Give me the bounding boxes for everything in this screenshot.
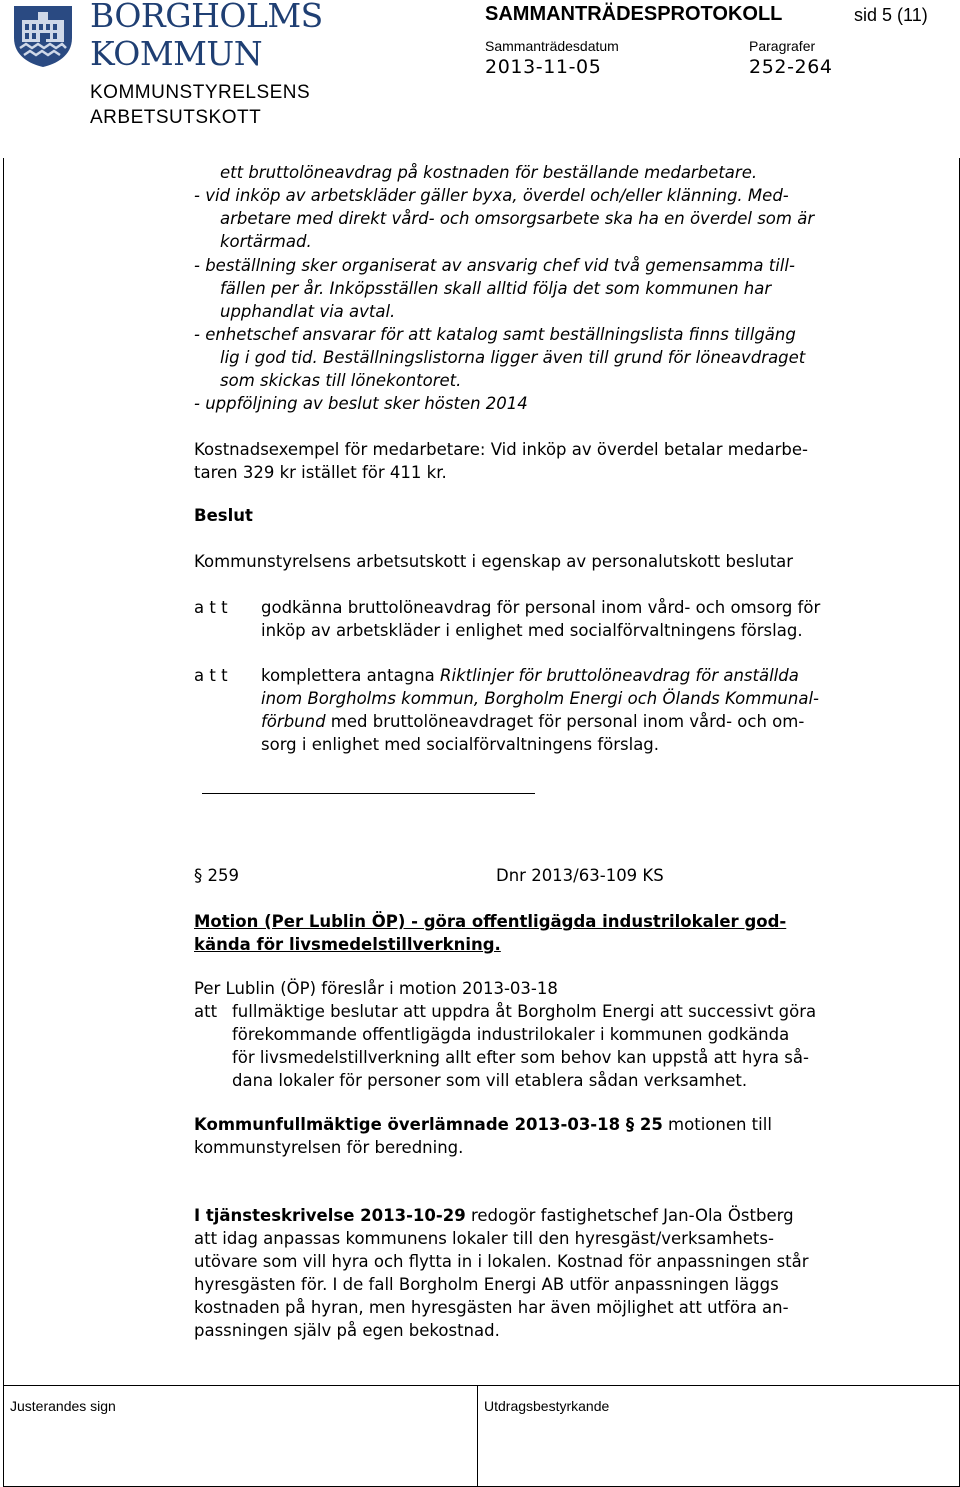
list-text-line: som skickas till lönekontoret.: [220, 371, 462, 390]
page-frame-left: [3, 158, 4, 1486]
motion-att-word: att: [194, 1002, 218, 1021]
motion-line: för livsmedelstillverkning allt efter som behov kan uppstå att hyra så-: [232, 1048, 809, 1067]
list-text-line: - enhetschef ansvarar för att katalog samt beställningslista finns tillgäng: [194, 325, 796, 344]
att2-guideline-title: Riktlinjer för bruttolöneavdrag för anställda: [440, 666, 799, 685]
att2-line3: [261, 710, 804, 734]
meeting-date-value: 2013-11-05: [485, 56, 602, 78]
kf-referral-line1: [194, 1113, 772, 1137]
att1-line: inköp av arbetskläder i enlighet med socialförvaltningens förslag.: [261, 621, 803, 640]
list-text-line: - beställning sker organiserat av ansvarig chef vid två gemensamma till-: [194, 256, 795, 275]
list-text-line: - vid inköp av arbetskläder gäller byxa, överdel och/eller klänning. Med-: [194, 186, 789, 205]
list-text-line: arbetare med direkt vård- och omsorgsarbete ska ha en överdel som är: [220, 209, 815, 228]
list-text-line: lig i god tid. Beställningslistorna ligger även till grund för löneavdraget: [220, 348, 806, 367]
memo-bold: I tjänsteskrivelse 2013-10-29: [194, 1206, 466, 1225]
footer-sign-label: Justerandes sign: [10, 1398, 116, 1414]
section-separator: [202, 793, 535, 794]
att2-line1: [261, 664, 799, 688]
motion-line: förekommande offentligägda industrilokaler i kommunen godkända: [232, 1025, 790, 1044]
memo-line: utövare som vill hyra och flytta in i lokalen. Kostnad för anpassningen står: [194, 1252, 809, 1271]
meeting-date-label: Sammanträdesdatum: [485, 38, 619, 54]
cost-example-line: Kostnadsexempel för medarbetare: Vid inköp av överdel betalar medarbe-: [194, 440, 808, 459]
att2-text: komplettera antagna: [261, 666, 441, 685]
motion-line: fullmäktige beslutar att uppdra åt Borgholm Energi att successivt göra: [232, 1002, 817, 1021]
kf-referral-bold: Kommunfullmäktige överlämnade 2013-03-18 § 25: [194, 1115, 663, 1134]
kf-referral-text: motionen till: [662, 1115, 772, 1134]
att-label: a t t: [194, 666, 228, 685]
list-text-line: ett bruttolöneavdrag på kostnaden för beställande medarbetare.: [220, 163, 758, 182]
org-name-line1: BORGHOLMS: [90, 0, 323, 35]
list-text-line: upphandlat via avtal.: [220, 302, 396, 321]
footer-divider: [3, 1385, 960, 1386]
att2-line2: inom Borgholms kommun, Borgholm Energi och Ölands Kommunal-: [261, 689, 819, 708]
memo-line1: [194, 1204, 794, 1228]
beslut-intro: Kommunstyrelsens arbetsutskott i egenskap av personalutskott beslutar: [194, 552, 794, 571]
memo-line: hyresgästen för. I de fall Borgholm Energi AB utför anpassningen läggs: [194, 1275, 779, 1294]
memo-line: passningen själv på egen bekostnad.: [194, 1321, 500, 1340]
att1-line: godkänna bruttolöneavdrag för personal inom vård- och omsorg för: [261, 598, 821, 617]
list-text-line: fällen per år. Inköpsställen skall alltid följa det som kommunen har: [220, 279, 772, 298]
org-name-line2: KOMMUN: [90, 34, 263, 73]
memo-text: redogör fastighetschef Jan-Ola Östberg: [465, 1206, 794, 1225]
cost-example-line: taren 329 kr istället för 411 kr.: [194, 463, 447, 482]
section-number: § 259: [194, 866, 239, 885]
att-label: a t t: [194, 598, 228, 617]
motion-line: dana lokaler för personer som vill etablera sådan verksamhet.: [232, 1071, 748, 1090]
dept-name-line2: ARBETSUTSKOTT: [90, 107, 262, 128]
dept-name-line1: KOMMUNSTYRELSENS: [90, 82, 311, 103]
footer-extract-label: Utdragsbestyrkande: [484, 1398, 610, 1414]
list-text-line: - uppföljning av beslut sker hösten 2014: [194, 394, 528, 413]
kf-referral-line2: kommunstyrelsen för beredning.: [194, 1138, 464, 1157]
memo-line: kostnaden på hyran, men hyresgästen har även möjlighet att utföra an-: [194, 1298, 789, 1317]
section-dnr: Dnr 2013/63-109 KS: [496, 866, 664, 885]
motion-intro: Per Lublin (ÖP) föreslår i motion 2013-03-18: [194, 979, 558, 998]
att2-text: med bruttolöneavdraget för personal inom vård- och om-: [325, 712, 805, 731]
document-title: SAMMANTRÄDESPROTOKOLL: [485, 3, 783, 25]
section-title-line: kända för livsmedelstillverkning.: [194, 935, 501, 954]
memo-line: att idag anpassas kommunens lokaler till den hyresgäst/verksamhets-: [194, 1229, 774, 1248]
footer-column-divider: [477, 1385, 478, 1486]
municipality-crest-logo: [12, 4, 74, 68]
section-title-line: Motion (Per Lublin ÖP) - göra offentligägda industrilokaler god-: [194, 912, 787, 931]
beslut-heading: Beslut: [194, 506, 253, 525]
paragraphs-value: 252-264: [749, 56, 833, 78]
list-text-line: kortärmad.: [220, 232, 312, 251]
att2-guideline-title-end: förbund: [261, 712, 326, 731]
paragraphs-label: Paragrafer: [749, 38, 816, 54]
att2-line4: sorg i enlighet med socialförvaltningens förslag.: [261, 735, 660, 754]
page-number: sid 5 (11): [854, 5, 928, 25]
